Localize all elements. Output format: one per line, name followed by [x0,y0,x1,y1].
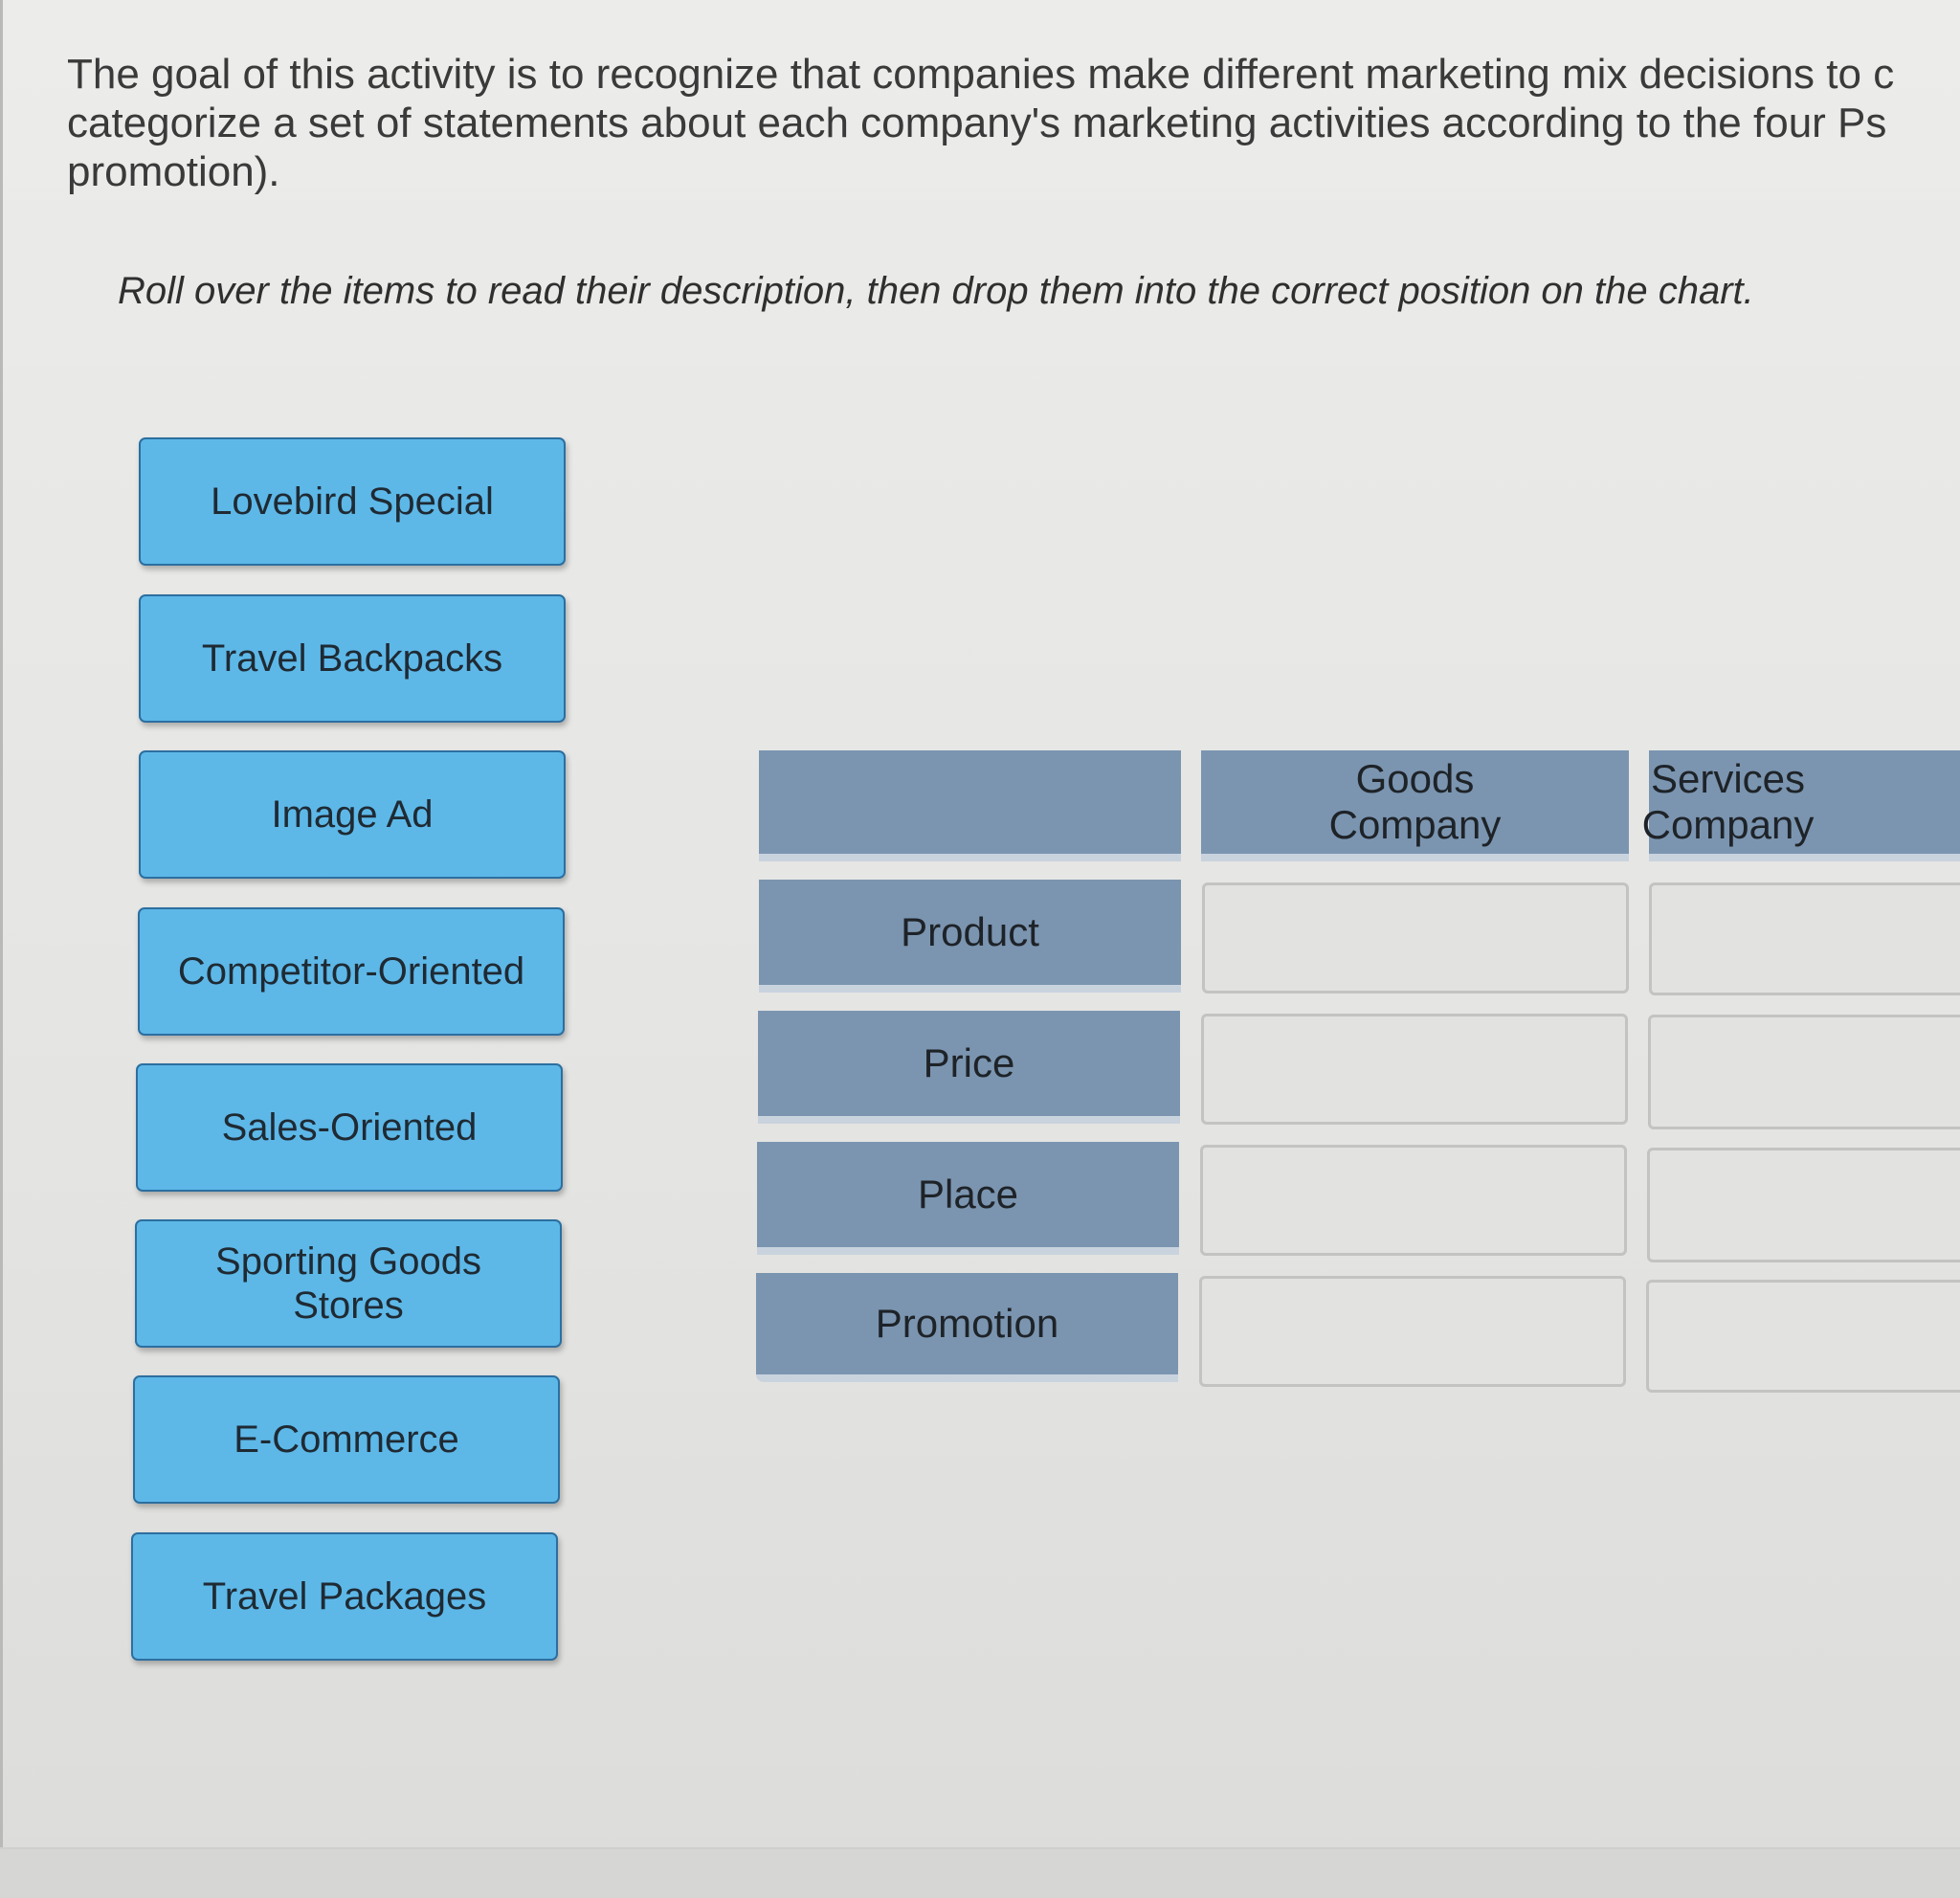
row-header-label: Price [923,1040,1015,1085]
row-header-promotion [756,1273,1178,1382]
drop-zone-services-product[interactable] [1649,882,1960,995]
item-card-label: E-Commerce [234,1418,459,1461]
item-card-sporting-goods-stores[interactable] [135,1219,562,1348]
drag-directions: Roll over the items to read their description, then drop them into the correct position on the chart. [118,270,1754,312]
drop-zone-services-place[interactable] [1647,1148,1960,1262]
row-header-label: Place [917,1172,1019,1217]
drop-zone-goods-promotion[interactable] [1199,1276,1626,1387]
item-card-label: Lovebird Special [211,480,494,523]
instructions-line-1: The goal of this activity is to recognize that companies make different marketing mix decisions to c [67,51,1895,98]
item-card-competitor-oriented[interactable] [138,907,565,1036]
item-card-image-ad[interactable] [139,750,566,879]
item-card-lovebird-special[interactable] [139,437,566,566]
instructions-line-3: promotion). [67,148,280,195]
column-header-label: Goods Company [1328,756,1502,847]
chart-corner-cell [759,750,1181,861]
drop-zone-services-promotion[interactable] [1646,1280,1960,1393]
item-card-e-commerce[interactable] [133,1375,560,1504]
item-card-label: Sales-Oriented [221,1106,478,1149]
item-card-travel-backpacks[interactable] [139,594,566,723]
row-header-label: Promotion [875,1301,1059,1346]
item-card-label: Travel Backpacks [201,637,503,680]
page-bottom-band [0,1847,1960,1898]
drop-zone-goods-price[interactable] [1201,1014,1628,1125]
row-header-price [758,1011,1180,1124]
drop-zone-services-price[interactable] [1648,1015,1960,1129]
window-edge [0,0,3,1898]
drop-zone-goods-place[interactable] [1200,1145,1627,1256]
item-card-label: Competitor-Oriented [177,950,525,993]
row-header-label: Product [901,909,1039,954]
item-card-travel-packages[interactable] [131,1532,558,1661]
column-header-goods-company [1201,750,1629,861]
item-card-label: Image Ad [271,793,434,836]
row-header-place [757,1142,1179,1255]
activity-instructions [67,50,1960,196]
instructions-line-2: categorize a set of statements about each company's marketing activities according to the four Ps [67,100,1887,146]
item-card-sales-oriented[interactable] [136,1063,563,1192]
row-header-product [759,880,1181,993]
column-header-services-company [1641,750,1960,861]
item-card-label: Travel Packages [202,1575,487,1618]
item-card-label: Sporting Goods Stores [215,1240,481,1327]
column-header-label: Services Company [1641,756,1815,847]
drop-zone-goods-product[interactable] [1202,882,1629,994]
